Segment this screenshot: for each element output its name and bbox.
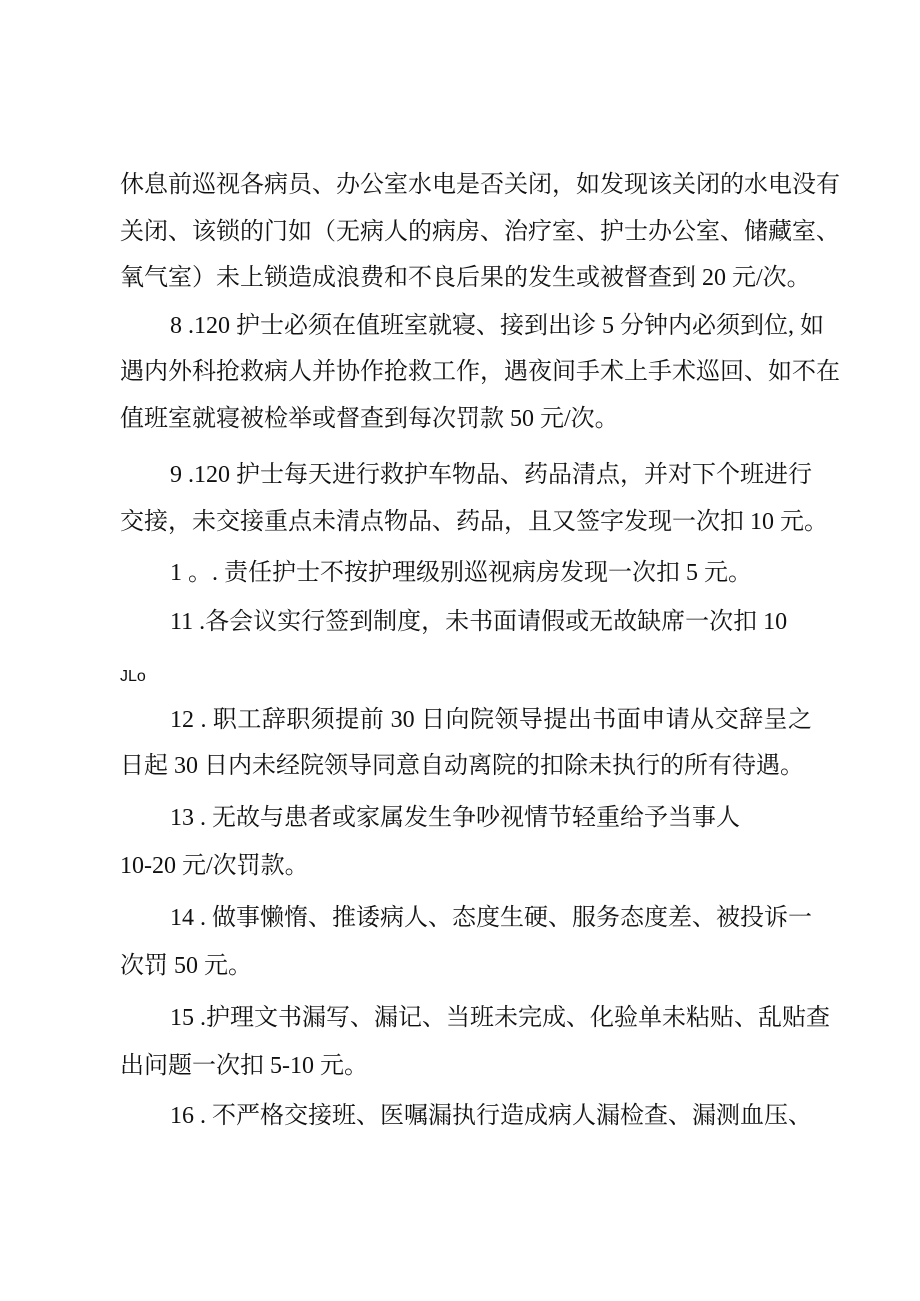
rule-16: 16 . 不严格交接班、医嘱漏执行造成病人漏检查、漏测血压、: [170, 1103, 812, 1129]
paragraph-line: 10-20 元/次罚款。: [120, 853, 309, 879]
rule-15: 15 .护理文书漏写、漏记、当班未完成、化验单未粘贴、乱贴查: [170, 1005, 830, 1031]
rule-11: 11 .各会议实行签到制度，未书面请假或无故缺席一次扣 10: [170, 609, 788, 635]
ocr-artifact-text: JLo: [120, 668, 146, 685]
rule-9: 9 .120 护士每天进行救护车物品、药品清点，并对下个班进行: [170, 462, 812, 488]
paragraph-line: 遇内外科抢救病人并协作抢救工作，遇夜间手术上手术巡回、如不在: [120, 359, 840, 385]
paragraph-line: 氧气室）未上锁造成浪费和不良后果的发生或被督查到 20 元/次。: [120, 265, 811, 291]
paragraph-line: 关闭、该锁的门如（无病人的病房、治疗室、护士办公室、储藏室、: [120, 219, 840, 245]
paragraph-line: 值班室就寝被检举或督查到每次罚款 50 元/次。: [120, 406, 619, 432]
rule-14: 14 . 做事懒惰、推诿病人、态度生硬、服务态度差、被投诉一: [170, 905, 812, 931]
paragraph-line: 休息前巡视各病员、办公室水电是否关闭，如发现该关闭的水电没有: [120, 172, 840, 198]
paragraph-line: 交接，未交接重点未清点物品、药品，且又签字发现一次扣 10 元。: [120, 509, 828, 535]
rule-8: 8 .120 护士必须在值班室就寝、接到出诊 5 分钟内必须到位, 如: [170, 313, 824, 339]
rule-12: 12 . 职工辞职须提前 30 日向院领导提出书面申请从交辞呈之: [170, 707, 812, 733]
paragraph-line: 日起 30 日内未经院领导同意自动离院的扣除未执行的所有待遇。: [120, 753, 804, 779]
rule-13: 13 . 无故与患者或家属发生争吵视情节轻重给予当事人: [170, 805, 740, 831]
paragraph-line: 出问题一次扣 5-10 元。: [120, 1053, 368, 1079]
paragraph-line: 次罚 50 元。: [120, 953, 252, 979]
rule-10: 1 。. 责任护士不按护理级别巡视病房发现一次扣 5 元。: [170, 560, 752, 586]
